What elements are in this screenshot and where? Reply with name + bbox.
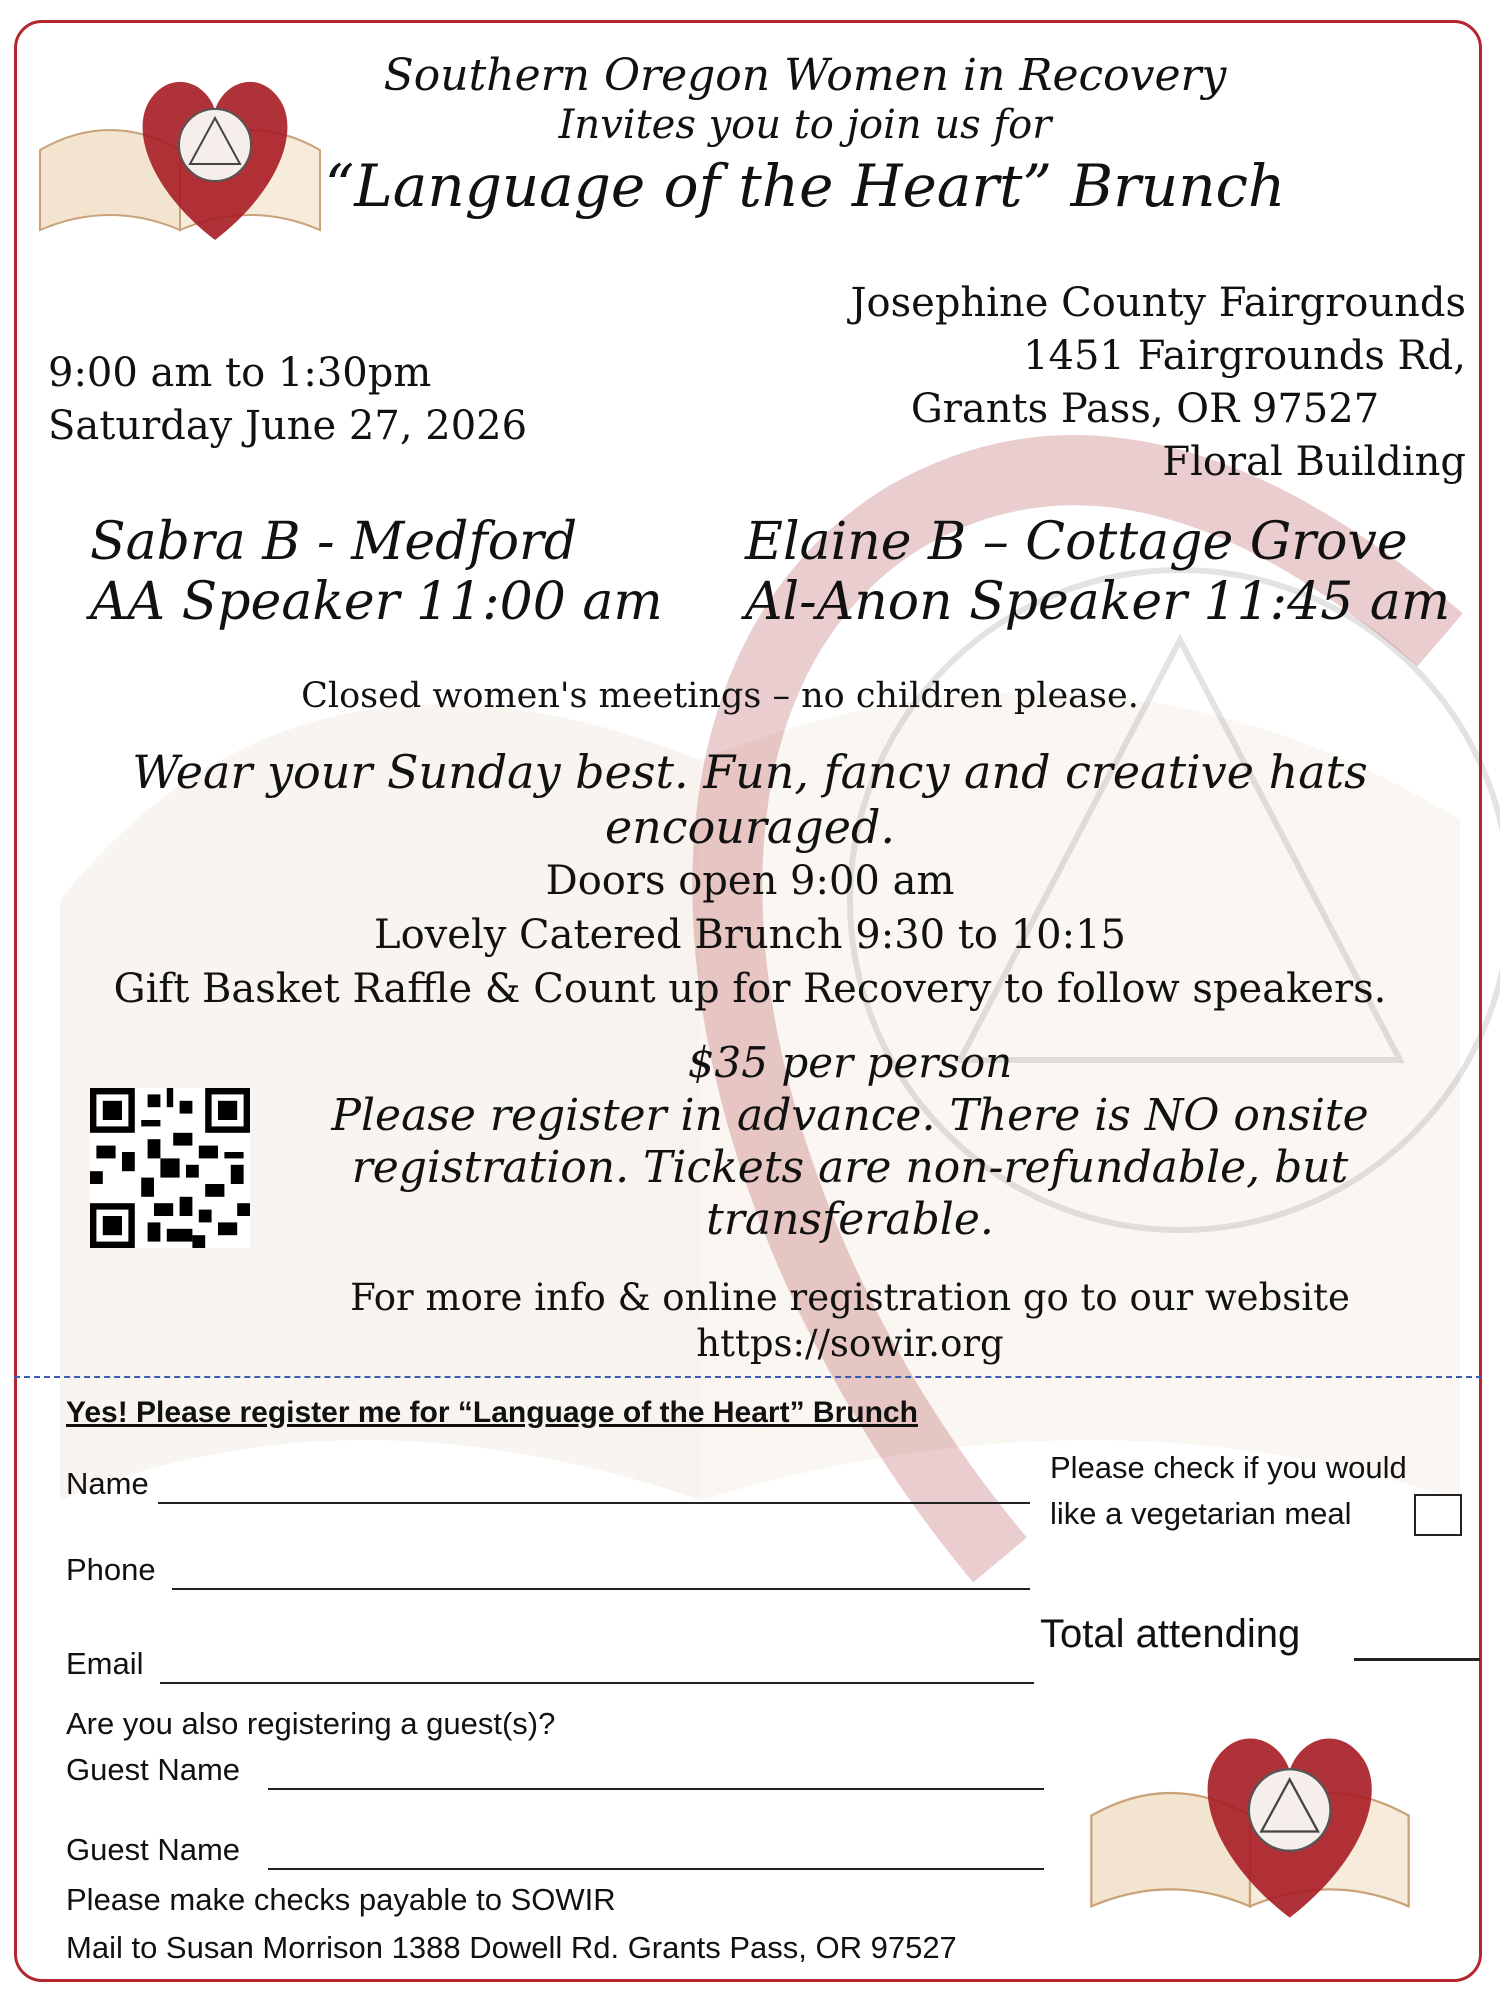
brunch-time: Lovely Catered Brunch 9:30 to 10:15 [374, 912, 1126, 958]
speaker-right-name: Elaine B – Cottage Grove [745, 512, 1408, 572]
event-date: Saturday June 27, 2026 [48, 403, 528, 449]
register-note-line3: transferable. [706, 1194, 994, 1245]
guest2-field[interactable] [268, 1868, 1044, 1870]
event-time: 9:00 am to 1:30pm [48, 350, 432, 396]
register-note-line1: Please register in advance. There is NO onsite [331, 1090, 1369, 1141]
closed-meetings-note: Closed women's meetings – no children please. [301, 676, 1139, 716]
dress-code-line1: Wear your Sunday best. Fun, fancy and creative hats [132, 745, 1368, 799]
speaker-right-role: Al-Anon Speaker 11:45 am [745, 572, 1451, 632]
price: $35 per person [687, 1038, 1013, 1087]
total-attending-field[interactable] [1354, 1658, 1480, 1661]
doors-open: Doors open 9:00 am [545, 858, 955, 904]
mail-address: Mail to Susan Morrison 1388 Dowell Rd. Grants Pass, OR 97527 [66, 1930, 957, 1965]
register-note-line2: registration. Tickets are non-refundable, but [351, 1142, 1349, 1193]
qr-code[interactable] [90, 1088, 250, 1248]
guest1-label: Guest Name [66, 1752, 241, 1787]
email-label: Email [66, 1646, 144, 1681]
heart-book-logo-bottom [1080, 1690, 1420, 1930]
guest2-label: Guest Name [66, 1832, 241, 1867]
speaker-left-name: Sabra B - Medford [90, 512, 578, 572]
venue-address-line2: Grants Pass, OR 97527 [910, 386, 1380, 432]
email-field[interactable] [160, 1682, 1034, 1684]
cut-line [14, 1376, 1482, 1378]
phone-field[interactable] [172, 1588, 1030, 1590]
vegetarian-note-line2: like a vegetarian meal [1050, 1496, 1352, 1531]
raffle-note: Gift Basket Raffle & Count up for Recovery to follow speakers. [113, 966, 1387, 1012]
form-heading: Yes! Please register me for “Language of the Heart” Brunch [66, 1396, 918, 1429]
name-label: Name [66, 1466, 149, 1501]
vegetarian-checkbox[interactable] [1414, 1494, 1462, 1536]
speaker-left-role: AA Speaker 11:00 am [90, 572, 663, 632]
org-name-line: Southern Oregon Women in Recovery [383, 50, 1227, 101]
website-link[interactable]: https://sowir.org [696, 1322, 1004, 1365]
venue-address-line1: 1451 Fairgrounds Rd, [1023, 333, 1466, 379]
checks-payable: Please make checks payable to SOWIR [66, 1882, 616, 1917]
total-attending-label: Total attending [1040, 1612, 1301, 1656]
invite-line: Invites you to join us for [558, 102, 1052, 148]
vegetarian-note-line1: Please check if you would [1050, 1450, 1407, 1485]
dress-code-line2: encouraged. [604, 800, 896, 854]
phone-label: Phone [66, 1552, 156, 1587]
event-title: “Language of the Heart” Brunch [324, 152, 1286, 220]
guest-question: Are you also registering a guest(s)? [66, 1706, 556, 1741]
venue-building: Floral Building [1162, 439, 1466, 485]
guest1-field[interactable] [268, 1788, 1044, 1790]
venue-name: Josephine County Fairgrounds [850, 280, 1466, 326]
website-info: For more info & online registration go to our website [350, 1276, 1350, 1319]
name-field[interactable] [158, 1502, 1030, 1504]
